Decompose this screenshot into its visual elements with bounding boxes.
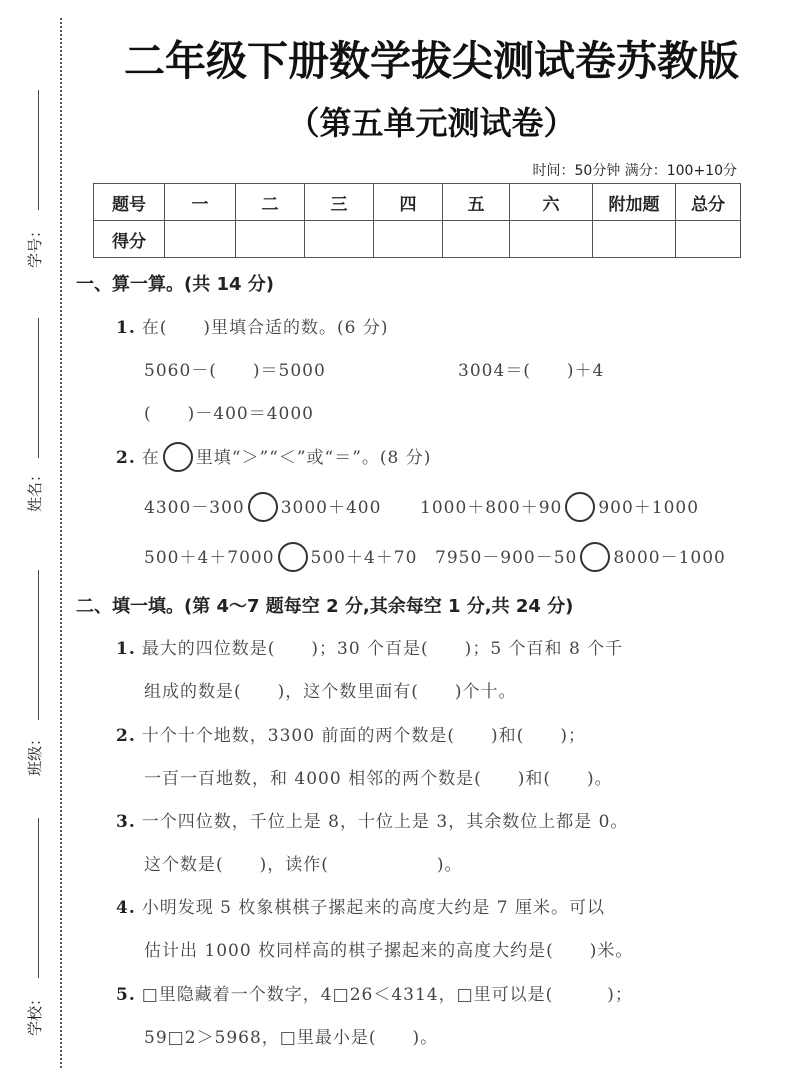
score-cell[interactable] [305, 221, 374, 258]
score-cell[interactable] [374, 221, 443, 258]
fill-question-3-line2[interactable]: 这个数是( )，读作( )。 [144, 855, 463, 875]
school-label: 学校： [26, 990, 44, 1036]
fill-question-2-line2[interactable]: 一百一百地数，和 4000 相邻的两个数是( )和( )。 [144, 769, 613, 789]
question-1-2 [116, 443, 431, 474]
comparison-left: 4300－300 [144, 498, 245, 518]
name-label: 姓名： [26, 466, 44, 512]
score-table-header-row [94, 184, 741, 221]
score-table [93, 183, 741, 258]
comparison-b [420, 493, 699, 524]
section2-heading: 二、填一填。(第 4～7 题每空 2 分,其余每空 1 分,共 24 分) [76, 596, 574, 617]
score-row-label: 得分 [94, 221, 165, 258]
fill-question-4-line2[interactable]: 估计出 1000 枚同样高的棋子摞起来的高度大约是( )米。 [144, 941, 634, 961]
equation-a[interactable]: 5060－( )＝5000 [144, 361, 326, 381]
question-number: 3. [116, 812, 136, 832]
score-table-score-row [94, 221, 741, 258]
question-1-1 [116, 313, 389, 338]
compare-circle-input[interactable] [278, 542, 308, 572]
question-text-pre: 在 [141, 448, 160, 468]
score-header-cell: 总分 [676, 184, 741, 221]
comparison-d [435, 543, 726, 574]
score-header-cell: 四 [374, 184, 443, 221]
comparison-left: 500＋4＋7000 [144, 548, 275, 568]
score-header-cell: 一 [165, 184, 236, 221]
comparison-right: 8000－1000 [613, 548, 726, 568]
fill-question-4-line1[interactable] [116, 893, 605, 918]
page-subtitle: （第五单元测试卷） [287, 104, 576, 142]
section1-heading: 一、算一算。(共 14 分) [76, 274, 275, 295]
compare-circle-input[interactable] [565, 492, 595, 522]
question-number: 1. [116, 318, 136, 338]
fill-question-5-line1[interactable] [116, 980, 633, 1005]
score-cell[interactable] [593, 221, 676, 258]
equation-b[interactable]: 3004＝( )＋4 [458, 361, 605, 381]
class-line [38, 570, 39, 720]
student-number-line [38, 90, 39, 210]
score-header-cell: 六 [510, 184, 593, 221]
score-header-cell: 五 [443, 184, 510, 221]
comparison-c [144, 543, 417, 574]
time-score-info: 时间：50分钟 满分：100+10分 [532, 163, 737, 179]
class-field[interactable] [10, 570, 50, 780]
class-label: 班级： [26, 730, 44, 776]
question-text-post: 里填“＞”“＜”或“＝”。(8 分) [195, 448, 432, 468]
school-field[interactable] [10, 818, 50, 1038]
fill-question-2-line1[interactable] [116, 721, 586, 746]
comparison-right: 900＋1000 [598, 498, 700, 518]
question-number: 2. [116, 448, 136, 468]
page-title: 二年级下册数学拔尖测试卷苏教版 [124, 37, 739, 85]
compare-circle-input[interactable] [580, 542, 610, 572]
student-number-field[interactable] [10, 90, 50, 270]
comparison-a [144, 493, 381, 524]
comparison-left: 1000＋800＋90 [420, 498, 563, 518]
score-cell[interactable] [165, 221, 236, 258]
name-line [38, 318, 39, 458]
score-cell[interactable] [510, 221, 593, 258]
score-cell[interactable] [676, 221, 741, 258]
fill-question-1-line2[interactable]: 组成的数是( )，这个数里面有( )个十。 [144, 682, 517, 702]
score-header-cell: 附加题 [593, 184, 676, 221]
question-text: 小明发现 5 枚象棋棋子摞起来的高度大约是 7 厘米。可以 [141, 898, 605, 918]
question-text: 在( )里填合适的数。(6 分) [141, 318, 389, 338]
comparison-left: 7950－900－50 [435, 548, 578, 568]
compare-circle-input[interactable] [248, 492, 278, 522]
question-text: 最大的四位数是( )；30 个百是( )；5 个百和 8 个千 [141, 639, 624, 659]
question-text: □里隐藏着一个数字，4□26＜4314，□里可以是( )； [141, 985, 633, 1005]
question-number: 5. [116, 985, 136, 1005]
comparison-right: 500＋4＋70 [310, 548, 418, 568]
fill-question-3-line1[interactable] [116, 807, 628, 832]
student-number-label: 学号： [26, 222, 44, 268]
score-cell[interactable] [236, 221, 305, 258]
score-cell[interactable] [443, 221, 510, 258]
question-text: 十个十个地数，3300 前面的两个数是( )和( )； [141, 726, 586, 746]
equation-c[interactable]: ( )－400＝4000 [144, 404, 314, 424]
school-line [38, 818, 39, 978]
question-number: 2. [116, 726, 136, 746]
binding-dotted-line [60, 18, 62, 1068]
fill-question-5-line2[interactable]: 59□2＞5968，□里最小是( )。 [144, 1028, 439, 1048]
score-header-cell: 题号 [94, 184, 165, 221]
question-number: 1. [116, 639, 136, 659]
compare-circle-icon [163, 442, 193, 472]
score-header-cell: 二 [236, 184, 305, 221]
name-field[interactable] [10, 318, 50, 518]
question-number: 4. [116, 898, 136, 918]
comparison-right: 3000＋400 [280, 498, 382, 518]
score-header-cell: 三 [305, 184, 374, 221]
question-text: 一个四位数，千位上是 8，十位上是 3，其余数位上都是 0。 [141, 812, 629, 832]
fill-question-1-line1[interactable] [116, 634, 623, 659]
